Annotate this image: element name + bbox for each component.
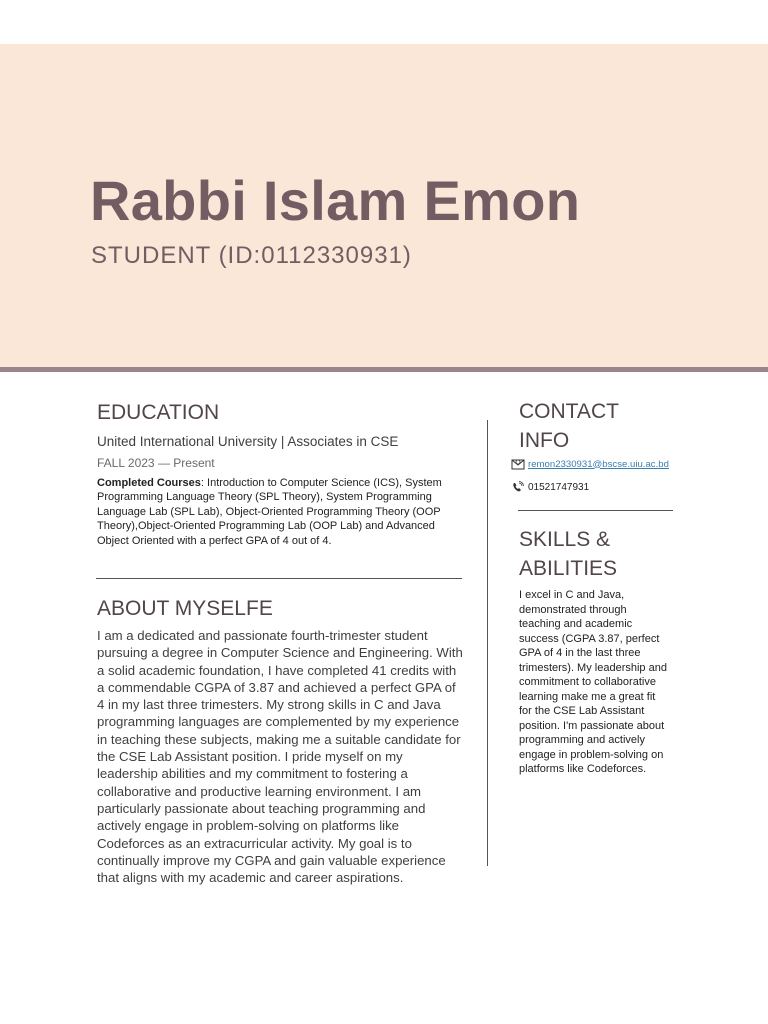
education-term: FALL 2023 — Present xyxy=(97,456,215,470)
courses-text: : Introduction to Computer Science (ICS), System Programming Language Theory (SPL Theory), System Programming Language Lab (SPL Lab), Object-Oriented Programming Theory (OOP Theory),Object-Oriented Programming Lab (OOP Lab) and Advanced Object Oriented with a perfect GPA of 4 out of 4. xyxy=(97,477,442,547)
candidate-name: Rabbi Islam Emon xyxy=(90,169,581,232)
email-link[interactable]: remon2330931@bscse.uiu.ac.bd xyxy=(528,458,669,470)
skills-text: I excel in C and Java, demonstrated through teaching and academic success (CGPA 3.87, perfect GPA of 4 in the last three trimesters). My leadership and commitment to collaborative learning make me a great fit for the CSE Lab Assistant position. I'm passionate about programming and actively engage in problem-solving on platforms like Codeforces. xyxy=(519,589,667,775)
contact-heading xyxy=(519,397,619,455)
courses-label: Completed Courses xyxy=(97,477,201,489)
contact-email-row xyxy=(511,458,669,470)
column-divider xyxy=(487,420,488,866)
section-divider xyxy=(96,578,462,579)
contact-heading-line1: CONTACT xyxy=(519,400,619,423)
header-divider xyxy=(0,367,768,372)
skills-heading xyxy=(519,525,617,583)
phone-icon xyxy=(511,481,525,493)
education-heading: EDUCATION xyxy=(97,401,220,424)
candidate-subtitle: STUDENT (ID:0112330931) xyxy=(91,242,412,269)
phone-number: 01521747931 xyxy=(528,481,590,493)
about-heading: ABOUT MYSELFE xyxy=(97,597,273,620)
contact-heading-line2: INFO xyxy=(519,429,570,452)
education-courses xyxy=(97,476,465,548)
envelope-icon xyxy=(511,458,525,470)
education-institution: United International University | Associates in CSE xyxy=(97,434,399,449)
skills-heading-line1: SKILLS & xyxy=(519,528,611,551)
contact-phone-row xyxy=(511,481,589,493)
about-text: I am a dedicated and passionate fourth-trimester student pursuing a degree in Computer Science and Engineering. With a solid academic foundation, I have completed 41 credits with a commendable CGPA of 3.87 and achieved a perfect GPA of 4 in my last three trimesters. My strong skills in C and Java programming languages are complemented by my experience in teaching these subjects, making me a suitable candidate for the CSE Lab Assistant position. I pride myself on my leadership abilities and my commitment to fostering a collaborative and productive learning environment. I am particularly passionate about teaching programming and actively engage in problem-solving on platforms like Codeforces as an extracurricular activity. My goal is to continually improve my CGPA and gain valuable experience that aligns with my academic and career aspirations. xyxy=(97,628,463,886)
skills-heading-line2: ABILITIES xyxy=(519,557,618,580)
contact-divider xyxy=(518,510,673,511)
